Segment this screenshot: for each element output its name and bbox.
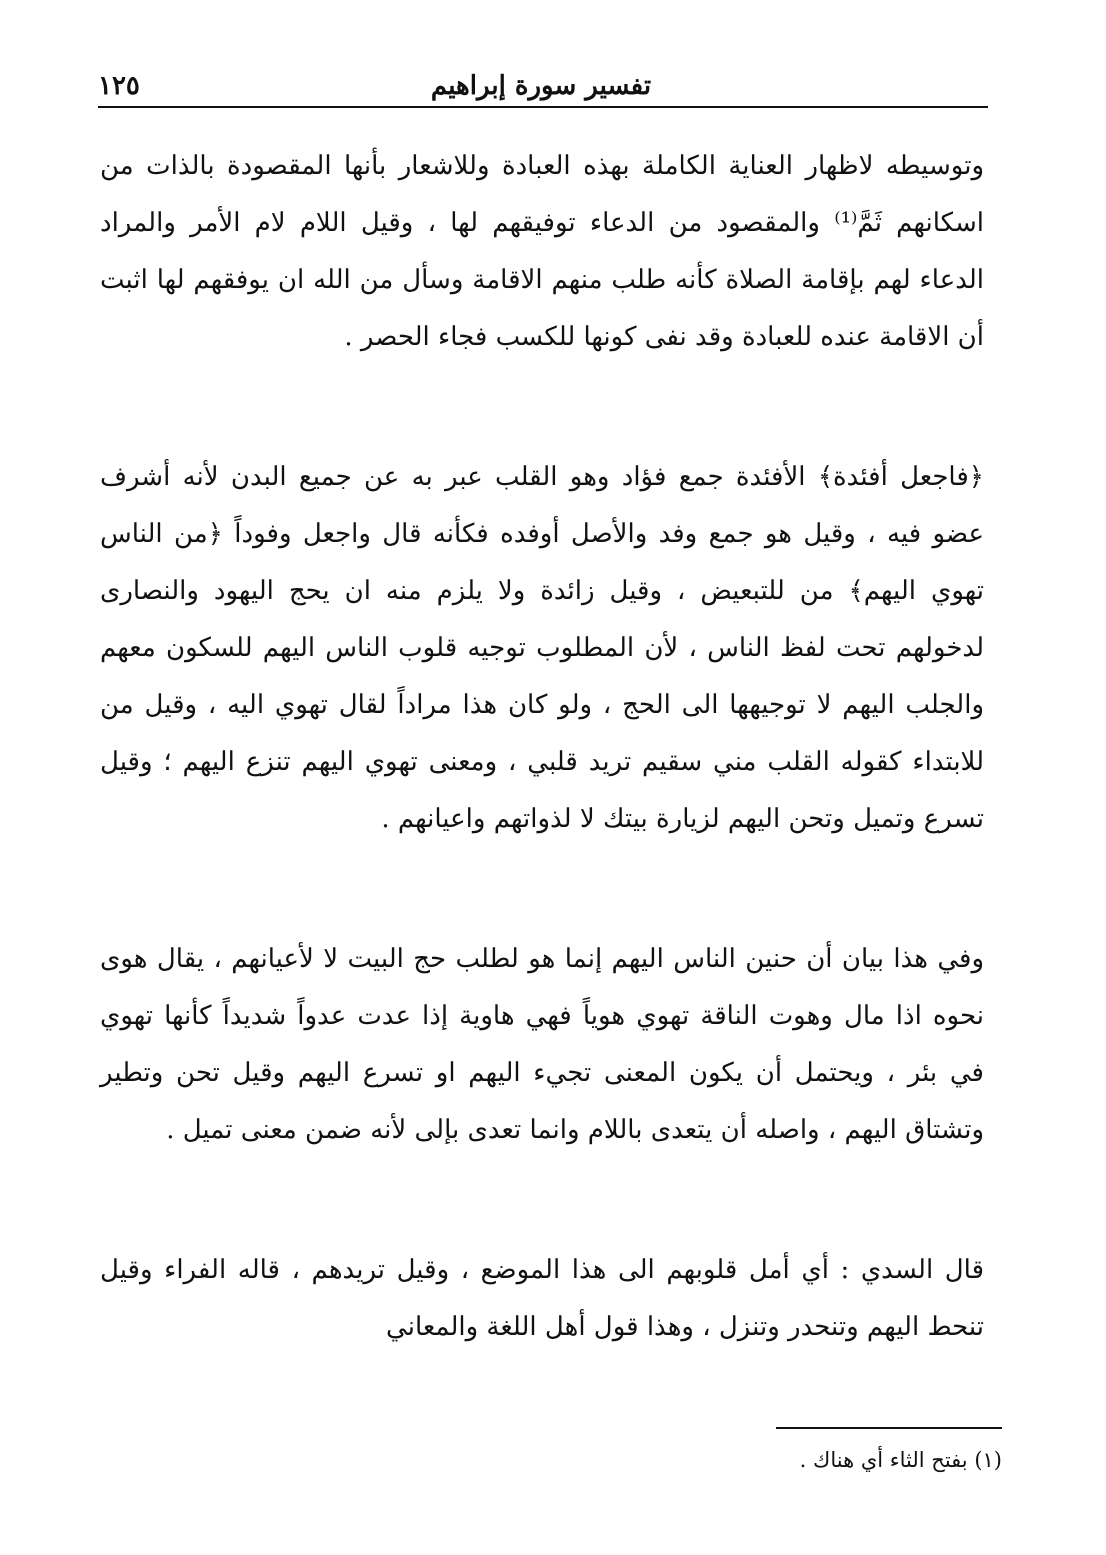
paragraph-gap [100,1159,984,1242]
paragraph-gap [100,848,984,931]
footnote: (١) بفتح الثاء أي هناك . [799,1448,1002,1472]
header-title: تفسير سورة إبراهيم [430,71,652,101]
paragraph-4: قال السدي : أي أمل قلوبهم الى هذا الموضع ، وقيل تريدهم ، قاله الفراء وقيل تنحط اليهم وتنحدر وتنزل ، وهذا قول أهل اللغة والمعاني [100,1255,984,1342]
paragraph-1: وتوسيطه لاظهار العناية الكاملة بهذه العبادة وللاشعار بأنها المقصودة بالذات من اسكانهم ثَمَّ⁽¹⁾ والمقصود من الدعاء توفيقهم لها ، وقيل اللام لام الأمر والمراد الدعاء لهم بإقامة الصلاة كأنه طلب منهم الاقامة وسأل من الله ان يوفقهم لها اثبت أن الاقامة عنده للعبادة وقد نفى كونها للكسب فجاء الحصر . [100,151,984,352]
paragraph-3: وفي هذا بيان أن حنين الناس اليهم إنما هو لطلب حج البيت لا لأعيانهم ، يقال هوى نحوه اذا مال وهوت الناقة تهوي هوياً فهي هاوية إذا عدت عدواً شديداً كأنها تهوي في بئر ، ويحتمل أن يكون المعنى تجيء اليهم او تسرع اليهم وقيل تحن وتطير وتشتاق اليهم ، واصله أن يتعدى باللام وانما تعدى بإلى لأنه ضمن معنى تميل . [100,944,984,1145]
main-text [100,138,984,1356]
running-header [98,66,984,106]
paragraph-2: ﴿فاجعل أفئدة﴾ الأفئدة جمع فؤاد وهو القلب عبر به عن جميع البدن لأنه أشرف عضو فيه ، وقيل هو جمع وفد والأصل أوفده فكأنه قال واجعل وفوداً ﴿من الناس تهوي اليهم﴾ من للتبعيض ، وقيل زائدة ولا يلزم منه ان يحج اليهود والنصارى لدخولهم تحت لفظ الناس ، لأن المطلوب توجيه قلوب الناس اليهم للسكون معهم والجلب اليهم لا توجيهها الى الحج ، ولو كان هذا مراداً لقال تهوي اليه ، وقيل من للابتداء كقوله القلب مني سقيم تريد قلبي ، ومعنى تهوي اليهم تنزع اليهم ؛ وقيل تسرع وتميل وتحن اليهم لزيارة بيتك لا لذواتهم واعيانهم . [100,462,984,834]
header-divider [98,106,988,108]
footnote-divider [776,1427,1002,1429]
page-number: ١٢٥ [98,71,140,101]
paragraph-gap [100,366,984,449]
